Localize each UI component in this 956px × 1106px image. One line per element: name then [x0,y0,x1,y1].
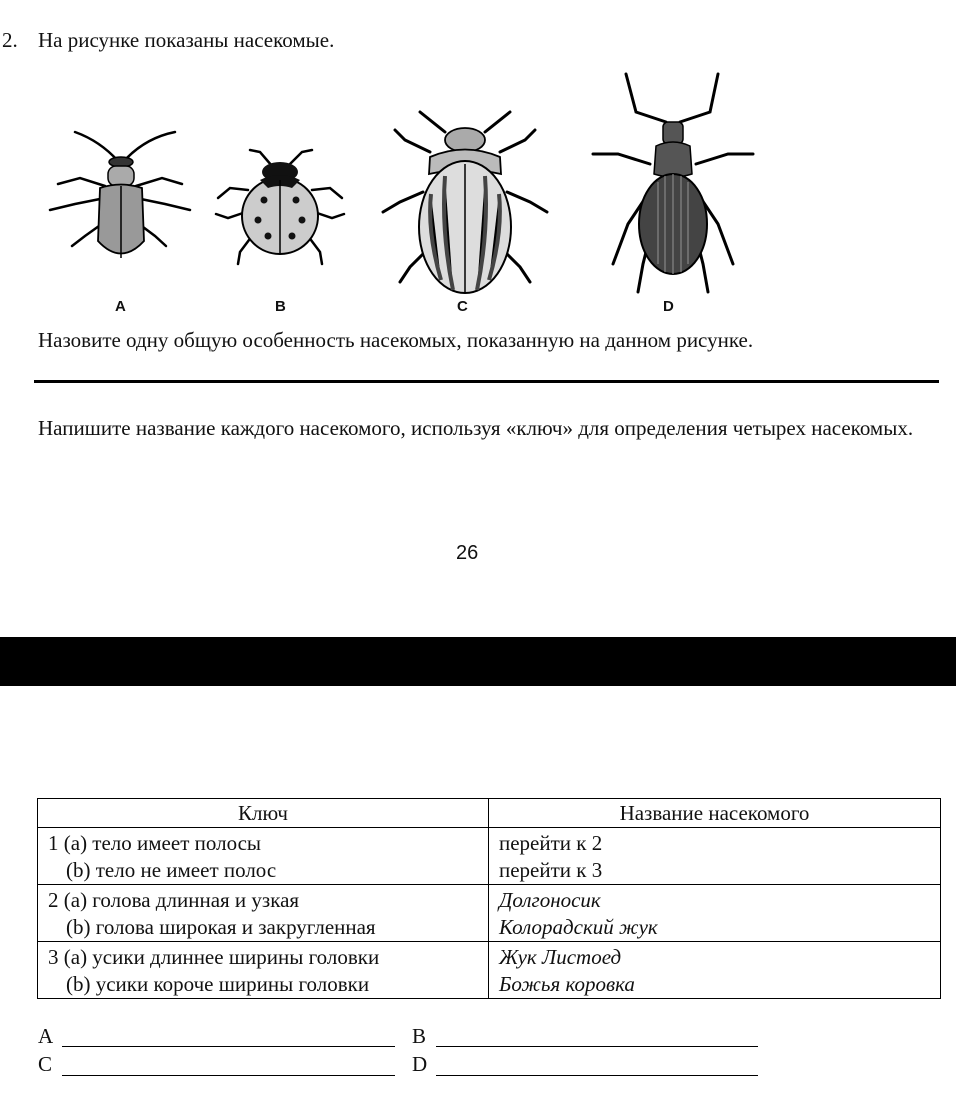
name-option-a: перейти к 2 [499,831,603,855]
figure-label-c: C [457,298,468,315]
table-row [38,942,941,999]
figure-label-a: A [115,298,126,315]
question-prompt-common-feature: Назовите одну общую особенность насекомых, показанную на данном рисунке. [38,328,754,352]
answer-label-a: A [38,1024,54,1048]
colorado-beetle-icon [375,102,555,297]
page-separator-bar [0,637,956,686]
answer-label-b: B [412,1024,427,1048]
figure-label-b: B [275,298,286,315]
figure-label-d: D [663,298,674,315]
key-cell [38,885,489,942]
table-header-row [38,799,941,828]
name-cell [489,885,941,942]
key-option-b: (b) голова широкая и закругленная [66,915,376,939]
name-option-b: Божья коровка [499,972,635,996]
ladybug-icon [210,140,350,270]
header-insect-name: Название насекомого [489,799,941,828]
key-option-b: (b) тело не имеет полос [66,858,277,882]
answer-blank-b[interactable] [436,1046,758,1047]
question-number: 2. [2,28,18,52]
question-intro: На рисунке показаны насекомые. [38,28,335,52]
weevil-icon [588,64,758,296]
leaf-beetle-icon [40,126,200,266]
table-row [38,828,941,885]
answer-blank-c[interactable] [62,1075,395,1076]
answer-line [34,380,939,383]
key-option-a: 3 (a) усики длиннее ширины головки [48,945,380,969]
name-cell [489,942,941,999]
table-row [38,885,941,942]
key-option-b: (b) усики короче ширины головки [66,972,370,996]
key-option-a: 2 (a) голова длинная и узкая [48,888,300,912]
answer-blank-d[interactable] [436,1075,758,1076]
header-key: Ключ [38,799,489,828]
name-option-b: Колорадский жук [499,915,658,939]
answer-label-d: D [412,1052,428,1076]
key-option-a: 1 (a) тело имеет полосы [48,831,262,855]
question-prompt-identify: Напишите название каждого насекомого, используя «ключ» для определения четырех насекомых. [38,416,914,440]
key-cell [38,942,489,999]
identification-key-table [37,798,941,999]
name-option-a: Долгоносик [499,888,601,912]
answer-label-c: C [38,1052,53,1076]
page-number: 26 [456,542,479,564]
name-option-a: Жук Листоед [499,945,622,969]
name-option-b: перейти к 3 [499,858,603,882]
key-cell [38,828,489,885]
name-cell [489,828,941,885]
answer-blank-a[interactable] [62,1046,395,1047]
